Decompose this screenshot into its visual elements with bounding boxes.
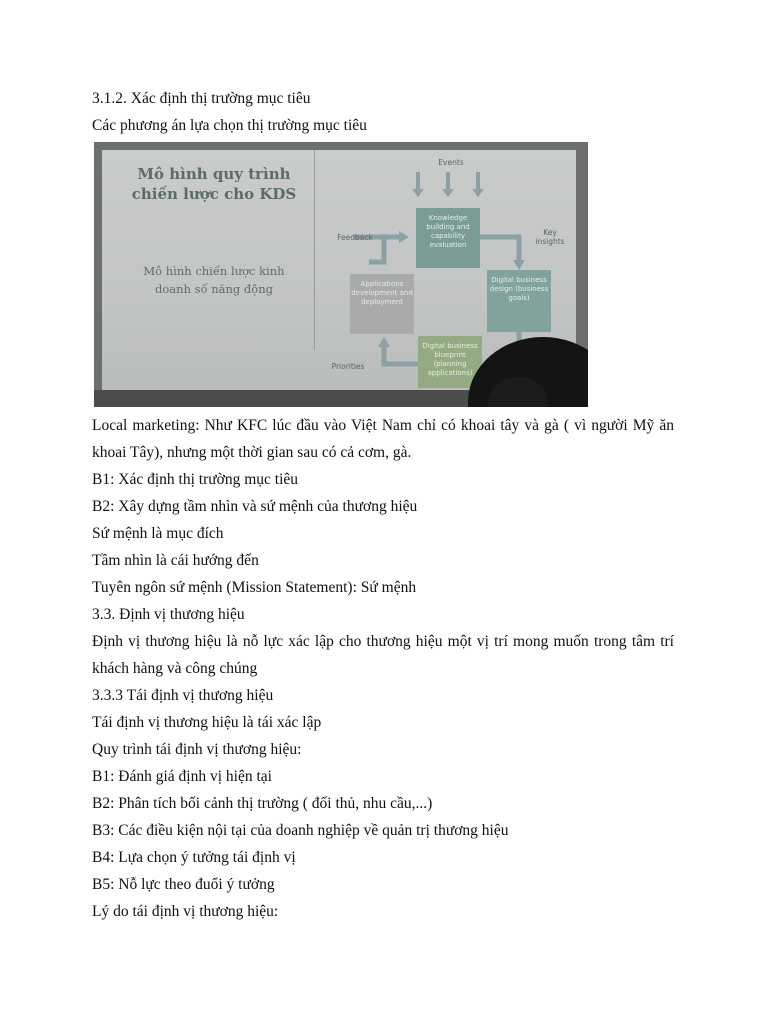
key-insights-label: Key insights (535, 228, 565, 246)
process-step-5: B5: Nỗ lực theo đuổi ý tưởng (92, 876, 275, 893)
slide-photo (94, 142, 588, 407)
process-step-4: B4: Lựa chọn ý tưởng tái định vị (92, 849, 296, 866)
applications-box: Applications development and deployment (350, 274, 414, 334)
step-b2: B2: Xây dựng tầm nhìn và sứ mệnh của thương hiệu (92, 498, 418, 515)
paragraph-positioning: Định vị thương hiệu là nỗ lực xác lập cho thương hiệu một vị trí mong muốn trong tâm trí khách hàng và công chúng (92, 633, 674, 677)
process-step-1: B1: Đánh giá định vị hiện tại (92, 768, 272, 785)
priorities-label: Priorities (331, 362, 365, 371)
process-step-2: B2: Phân tích bối cảnh thị trường ( đối thủ, nhu cầu,...) (92, 795, 433, 812)
section-heading-3-3-3: 3.3.3 Tái định vị thương hiệu (92, 687, 274, 704)
events-label: Events (438, 158, 464, 167)
mission-line: Sứ mệnh là mục đích (92, 525, 224, 542)
mission-statement-line: Tuyên ngôn sứ mệnh (Mission Statement): Sứ mệnh (92, 579, 417, 596)
process-step-3: B3: Các điều kiện nội tại của doanh nghiệp về quản trị thương hiệu (92, 822, 509, 839)
repositioning-definition: Tái định vị thương hiệu là tái xác lập (92, 714, 322, 731)
section-heading: 3.1.2. Xác định thị trường mục tiêu (92, 90, 311, 107)
section-subheading: Các phương án lựa chọn thị trường mục tiêu (92, 117, 367, 134)
paragraph-local-marketing: Local marketing: Như KFC lúc đầu vào Việt Nam chỉ có khoai tây và gà ( vì người Mỹ ăn khoai Tây), nhưng một thời gian sau có cả cơm, gà. (92, 417, 674, 461)
knowledge-box: Knowledge building and capability evaluation (416, 208, 480, 268)
digital-business-design-box: Digital business design (business goals) (487, 270, 551, 332)
blueprint-box: Digital business blueprint (planning applications) (418, 336, 482, 388)
reasons-line: Lý do tái định vị thương hiệu: (92, 903, 279, 920)
process-title: Quy trình tái định vị thương hiệu: (92, 741, 302, 758)
slide-subtitle: Mô hình chiến lược kinh doanh số năng động (143, 264, 285, 296)
feedback-label: Feedback (337, 233, 373, 242)
step-b1: B1: Xác định thị trường mục tiêu (92, 471, 299, 488)
section-heading-3-3: 3.3. Định vị thương hiệu (92, 606, 245, 623)
slide-title: Mô hình quy trình chiến lược cho KDS (131, 165, 297, 203)
vision-line: Tầm nhìn là cái hướng đến (92, 552, 259, 569)
